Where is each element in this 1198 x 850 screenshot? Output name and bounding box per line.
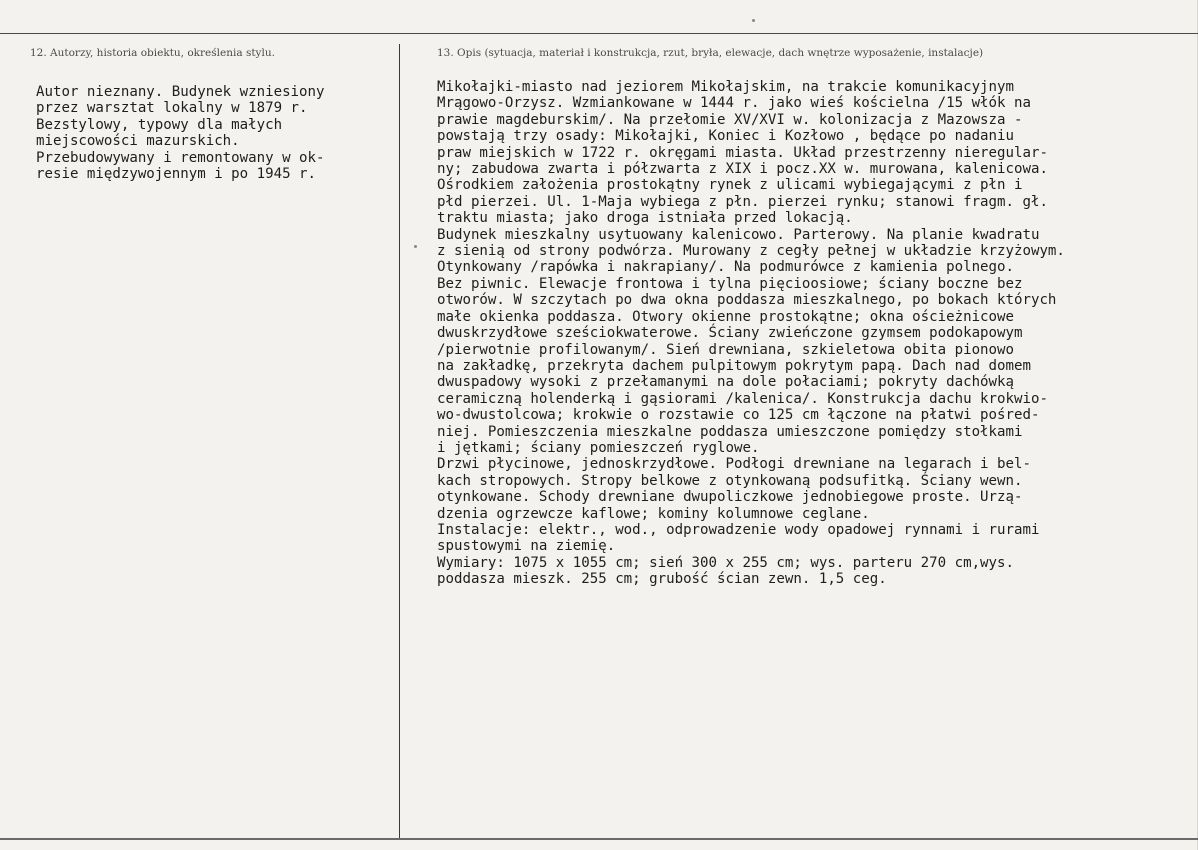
authors-history-line: Autor nieznany. Budynek wzniesiony [36,84,325,100]
description-line: ceramiczną holenderką i gąsiorami /kalenica/. Konstrukcja dachu krokwio- [437,390,1048,407]
description-line: Otynkowany /rapówka i nakrapiany/. Na podmurówce z kamienia polnego. [437,259,1014,276]
description-line: dzenia ogrzewcze kaflowe; kominy kolumnowe ceglane. [437,505,870,522]
paper-speck [752,19,755,22]
description-line: /pierwotnie profilowanym/. Sień drewniana, szkieletowa obita pionowo [437,341,1014,358]
authors-history-text [36,84,391,182]
description-line: powstają trzy osady: Mikołajki, Koniec i Kozłowo , będące po nadaniu [437,128,1014,145]
description-line: Bez piwnic. Elewacje frontowa i tylna pięcioosiowe; ściany boczne bez [437,275,1023,292]
description-line: dwuspadowy wysoki z przełamanymi na dole połaciami; pokryty dachówką [437,374,1014,391]
bottom-rule [0,838,1198,840]
description-line: praw miejskich w 1722 r. okręgami miasta. Układ przestrzenny nieregular- [437,144,1048,161]
authors-history-line: Bezstylowy, typowy dla małych [36,116,283,133]
description-line: płd pierzei. Ul. 1-Maja wybiega z płn. pierzei rynku; stanowi fragm. gł. [437,193,1048,210]
description-line: wo-dwustolcowa; krokwie o rozstawie co 125 cm łączone na płatwi pośred- [437,407,1040,424]
description-line: małe okienka poddasza. Otwory okienne prostokątne; okna ościeżnicowe [437,308,1014,325]
description-line: Mrągowo-Orzysz. Wzmiankowane w 1444 r. jako wieś kościelna /15 włók na [437,95,1031,112]
description-line: na zakładkę, przekryta dachem pulpitowym pokrytym papą. Dach nad domem [437,357,1031,374]
section-12-header: 12. Autorzy, historia obiektu, określenia stylu. [30,47,275,59]
description-line: Drzwi płycinowe, jednoskrzydłowe. Podłogi drewniane na legarach i bel- [437,456,1031,473]
description-line: ny; zabudowa zwarta i półzwarta z XIX i pocz.XX w. murowana, kalenicowa. [437,161,1048,178]
description-line: i jętkami; ściany pomieszczeń ryglowe. [437,439,760,456]
section-13-header: 13. Opis (sytuacja, materiał i konstrukcja, rzut, bryła, elewacje, dach wnętrze wyposażenie, instalacje) [437,47,984,59]
authors-history-line: Przebudowywany i remontowany w ok- [36,149,325,166]
description-line: Mikołajki-miasto nad jeziorem Mikołajskim, na trakcie komunikacyjnym [437,79,1014,95]
description-line: Instalacje: elektr., wod., odprowadzenie wody opadowej rynnami i rurami [437,521,1040,538]
description-line: dwuskrzydłowe sześciokwaterowe. Ściany zwieńczone gzymsem podokapowym [437,325,1023,342]
description-line: otworów. W szczytach po dwa okna poddasza mieszkalnego, po bokach których [437,292,1057,309]
description-line: kach stropowych. Stropy belkowe z otynkowaną podsufitką. Ściany wewn. [437,472,1023,489]
description-line: prawie magdeburskim/. Na przełomie XV/XVI w. kolonizacja z Mazowsza - [437,111,1023,128]
description-line: Budynek mieszkalny usytuowany kalenicowo. Parterowy. Na planie kwadratu [437,226,1040,243]
description-text [437,79,1177,588]
column-divider [399,44,400,838]
top-rule [0,33,1198,34]
description-line: poddasza mieszk. 255 cm; grubość ścian zewn. 1,5 ceg. [437,571,887,588]
authors-history-line: przez warsztat lokalny w 1879 r. [36,100,308,117]
description-line: z sienią od strony podwórza. Murowany z cegły pełnej w układzie krzyżowym. [437,243,1065,260]
description-line: niej. Pomieszczenia mieszkalne poddasza umieszczone pomiędzy stołkami [437,423,1023,440]
description-line: Wymiary: 1075 x 1055 cm; sień 300 x 255 cm; wys. parteru 270 cm,wys. [437,554,1014,571]
description-line: otynkowane. Schody drewniane dwupoliczkowe jednobiegowe proste. Urzą- [437,489,1023,506]
description-line: traktu miasta; jako droga istniała przed lokacją. [437,210,853,227]
authors-history-line: miejscowości mazurskich. [36,133,240,150]
authors-history-line: resie międzywojennym i po 1945 r. [36,166,317,183]
description-line: spustowymi na ziemię. [437,538,616,555]
paper-speck [414,245,417,248]
description-line: Ośrodkiem założenia prostokątny rynek z ulicami wybiegającymi z płn i [437,177,1023,194]
